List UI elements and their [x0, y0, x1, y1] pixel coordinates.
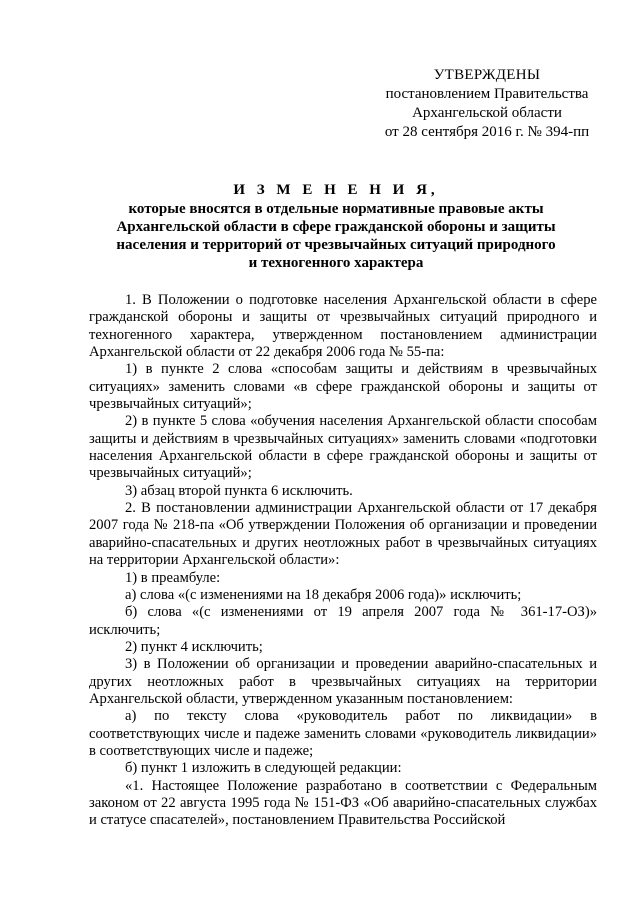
paragraph: а) по тексту слова «руководитель работ по ликвидации» в соответствующих числе и падеже заменить словами «руководитель ликвидации» в соответствующих числе и падеже; — [89, 708, 597, 759]
document-body — [89, 292, 597, 830]
title-subtitle-line-2: Архангельской области в сфере гражданской обороны и защиты — [116, 219, 556, 235]
approval-line-1: УТВЕРЖДЕНЫ — [433, 67, 541, 83]
title-subtitle-line-4: и техногенного характера — [248, 255, 424, 271]
paragraph: 1) в пункте 2 слова «способам защиты и действиям в чрезвычайных ситуациях» заменить словами «в сфере гражданской обороны и защиты от чрезвычайных ситуаций»; — [89, 361, 597, 413]
paragraph: б) пункт 1 изложить в следующей редакции: — [125, 760, 402, 777]
paragraph: «1. Настоящее Положение разработано в соответствии с Федеральным законом от 22 августа 1995 года № 151-ФЗ «Об аварийно-спасательных службах и статусе спасателей», постановлением Правительства Российской — [89, 777, 597, 829]
paragraph: 1) в преамбуле: — [125, 569, 221, 586]
paragraph: б) слова «(с изменениями от 19 апреля 2007 года № 361-17-ОЗ)» исключить; — [89, 604, 597, 638]
title-subtitle-line-3: населения и территорий от чрезвычайных ситуаций природного — [116, 237, 556, 253]
paragraph: 2) пункт 4 исключить; — [125, 638, 263, 655]
title-subtitle-line-1: которые вносятся в отдельные нормативные правовые акты — [128, 201, 544, 217]
paragraph: а) слова «(с изменениями на 18 декабря 2006 года)» исключить; — [125, 586, 522, 603]
approval-line-2: постановлением Правительства — [385, 86, 589, 102]
approval-line-3: Архангельской области — [412, 105, 562, 121]
approval-stamp — [372, 66, 602, 142]
paragraph: 2. В постановлении администрации Архангельской области от 17 декабря 2007 года № 218-па «Об утверждении Положения об организации и проведении аварийно-спасательных и других неотложных работ в чрезвычайных ситуациях на территории Архангельской области»: — [89, 500, 597, 569]
title-heading: И З М Е Н Е Н И Я, — [233, 182, 439, 198]
paragraph: 2) в пункте 5 слова «обучения населения Архангельской области способам защиты и действиям в чрезвычайных ситуациях» заменить словами «подготовки населения Архангельской области в сфере гражданской обороны и защиты от чрезвычайных ситуаций»; — [89, 413, 597, 482]
paragraph: 3) в Положении об организации и проведении аварийно-спасательных и других неотложных работ в чрезвычайных ситуациях на территории Архангельской области, утвержденном указанным постановлением: — [89, 656, 597, 707]
document-title — [88, 181, 584, 272]
paragraph: 1. В Положении о подготовке населения Архангельской области в сфере гражданской обороны и защиты от чрезвычайных ситуаций природного и техногенного характера, утвержденном постановлением администрации Архангельской области от 22 декабря 2006 года № 55-па: — [89, 292, 597, 361]
paragraph: 3) абзац второй пункта 6 исключить. — [125, 482, 353, 499]
approval-line-4: от 28 сентября 2016 г. № 394-пп — [384, 124, 590, 140]
